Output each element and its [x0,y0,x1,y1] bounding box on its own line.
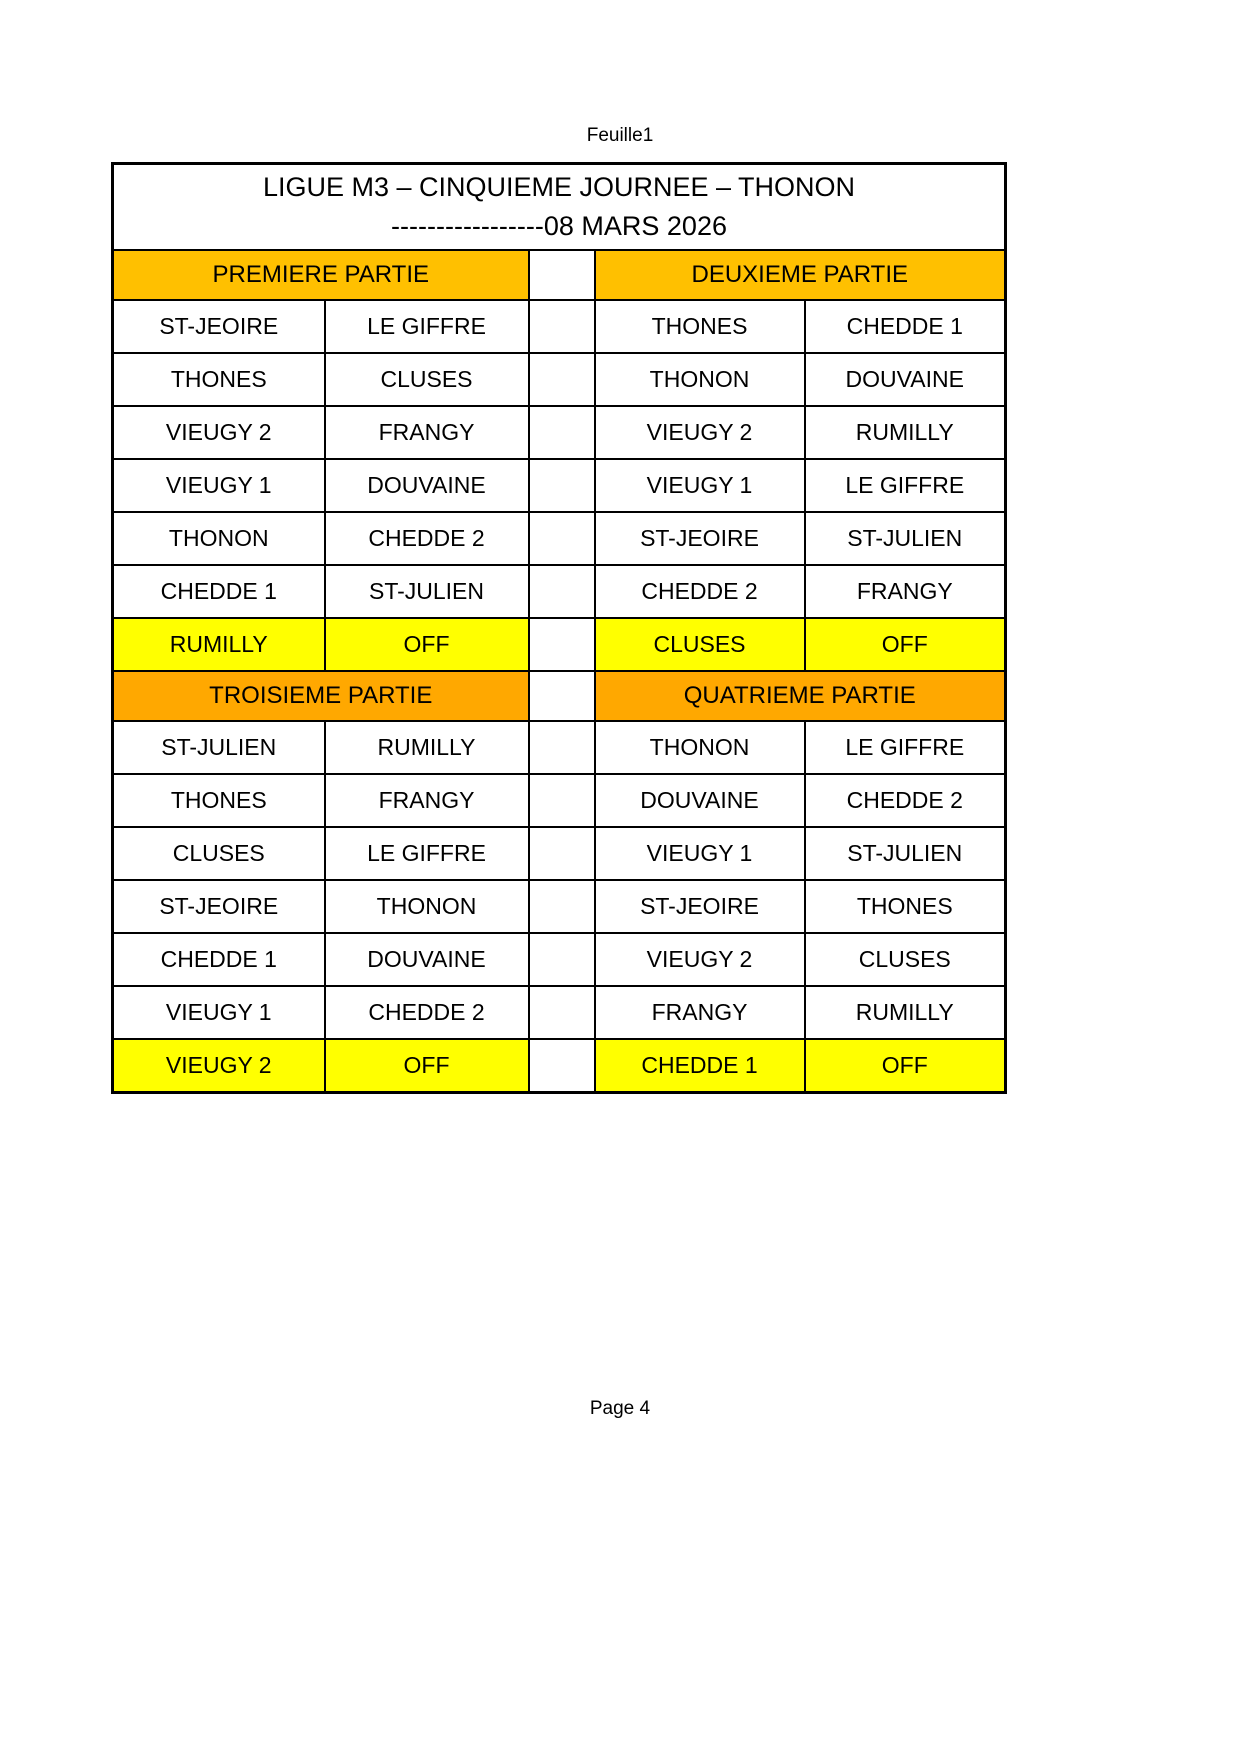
table-title-cell [113,164,1006,251]
team-cell: ST-JEOIRE [595,880,805,933]
gap-cell [529,933,595,986]
gap-cell [529,512,595,565]
table-title-row [113,164,1006,251]
team-cell: CHEDDE 2 [805,774,1006,827]
off-cell: OFF [805,618,1006,671]
off-cell: CLUSES [595,618,805,671]
section-header-row [113,671,1006,721]
gap-cell [529,880,595,933]
off-cell: VIEUGY 2 [113,1039,325,1093]
gap-cell [529,406,595,459]
gap-cell [529,565,595,618]
team-cell: VIEUGY 1 [113,986,325,1039]
gap-cell [529,986,595,1039]
gap-cell [529,774,595,827]
team-cell: CHEDDE 2 [325,512,529,565]
team-cell: LE GIFFRE [325,827,529,880]
team-cell: RUMILLY [805,986,1006,1039]
table-title-line2: -----------------08 MARS 2026 [391,211,727,241]
team-cell: DOUVAINE [325,459,529,512]
section-header-row [113,250,1006,300]
team-cell: THONES [113,353,325,406]
gap-cell [529,1039,595,1093]
team-cell: LE GIFFRE [805,459,1006,512]
team-cell: ST-JEOIRE [113,300,325,353]
team-cell: FRANGY [595,986,805,1039]
table-title-line1: LIGUE M3 – CINQUIEME JOURNEE – THONON [262,171,856,202]
match-row [113,986,1006,1039]
gap-cell [529,671,595,721]
team-cell: VIEUGY 1 [595,827,805,880]
team-cell: THONES [805,880,1006,933]
off-cell: OFF [325,1039,529,1093]
match-row [113,933,1006,986]
team-cell: VIEUGY 2 [595,933,805,986]
section-header: QUATRIEME PARTIE [595,671,1006,721]
match-row [113,459,1006,512]
off-row [113,618,1006,671]
team-cell: ST-JULIEN [325,565,529,618]
team-cell: VIEUGY 1 [113,459,325,512]
team-cell: CHEDDE 1 [113,933,325,986]
section-header: DEUXIEME PARTIE [595,250,1006,300]
off-cell: OFF [325,618,529,671]
team-cell: RUMILLY [325,721,529,774]
gap-cell [529,827,595,880]
team-cell: VIEUGY 2 [595,406,805,459]
team-cell: ST-JULIEN [805,827,1006,880]
team-cell: CHEDDE 1 [805,300,1006,353]
match-row [113,512,1006,565]
match-row [113,565,1006,618]
off-cell: OFF [805,1039,1006,1093]
team-cell: LE GIFFRE [805,721,1006,774]
team-cell: ST-JEOIRE [595,512,805,565]
team-cell: THONON [113,512,325,565]
match-row [113,827,1006,880]
match-row [113,721,1006,774]
sheet-title: Feuille1 [586,125,654,146]
team-cell: THONON [595,721,805,774]
section-header: TROISIEME PARTIE [113,671,529,721]
team-cell: FRANGY [325,774,529,827]
match-row [113,406,1006,459]
team-cell: ST-JULIEN [113,721,325,774]
team-cell: CHEDDE 2 [325,986,529,1039]
team-cell: DOUVAINE [325,933,529,986]
team-cell: FRANGY [325,406,529,459]
gap-cell [529,300,595,353]
team-cell: ST-JULIEN [805,512,1006,565]
team-cell: VIEUGY 1 [595,459,805,512]
team-cell: CHEDDE 1 [113,565,325,618]
section-header: PREMIERE PARTIE [113,250,529,300]
team-cell: DOUVAINE [805,353,1006,406]
team-cell: RUMILLY [805,406,1006,459]
match-row [113,300,1006,353]
team-cell: CLUSES [805,933,1006,986]
team-cell: THONON [595,353,805,406]
off-row [113,1039,1006,1093]
team-cell: VIEUGY 2 [113,406,325,459]
page-number: Page 4 [589,1398,651,1419]
match-row [113,774,1006,827]
gap-cell [529,459,595,512]
match-row [113,353,1006,406]
team-cell: THONES [595,300,805,353]
team-cell: DOUVAINE [595,774,805,827]
match-row [113,880,1006,933]
gap-cell [529,618,595,671]
team-cell: ST-JEOIRE [113,880,325,933]
team-cell: CLUSES [113,827,325,880]
team-cell: CLUSES [325,353,529,406]
gap-cell [529,353,595,406]
team-cell: THONES [113,774,325,827]
team-cell: LE GIFFRE [325,300,529,353]
off-cell: CHEDDE 1 [595,1039,805,1093]
team-cell: CHEDDE 2 [595,565,805,618]
off-cell: RUMILLY [113,618,325,671]
schedule-table [111,162,1007,1094]
team-cell: THONON [325,880,529,933]
gap-cell [529,721,595,774]
team-cell: FRANGY [805,565,1006,618]
gap-cell [529,250,595,300]
